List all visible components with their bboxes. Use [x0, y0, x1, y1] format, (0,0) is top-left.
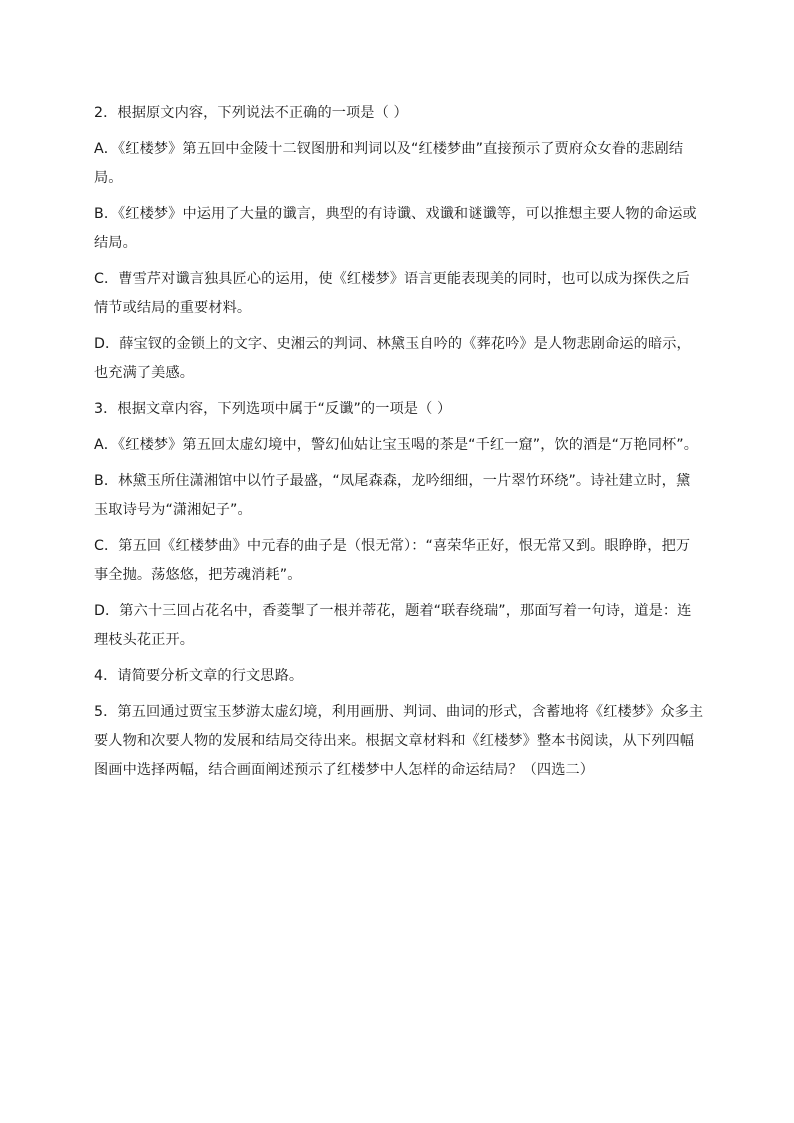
question-2-option-d: D．薛宝钗的金锁上的文字、史湘云的判词、林黛玉自吟的《葬花吟》是人物悲剧命运的暗示，也充满了美感。 — [94, 336, 691, 381]
question-3-option-a: A．《红楼梦》第五回太虚幻境中，警幻仙姑让宝玉喝的茶是“千红一窟”，饮的酒是“万艳同杯”。 — [94, 437, 699, 453]
question-2-option-a: A．《红楼梦》第五回中金陵十二钗图册和判词以及“红楼梦曲”直接预示了贾府众女眷的悲剧结局。 — [94, 141, 684, 186]
question-3-option-b: B．林黛玉所住潇湘馆中以竹子最盛，“凤尾森森，龙吟细细，一片翠竹环绕”。诗社建立时，黛玉取诗号为“潇湘妃子”。 — [94, 473, 691, 518]
question-5-stem: 5．第五回通过贾宝玉梦游太虚幻境，利用画册、判词、曲词的形式，含蓄地将《红楼梦》众多主要人物和次要人物的发展和结局交待出来。根据文章材料和《红楼梦》整本书阅读，从下列四幅图画中选择两幅，结合画面阐述预示了红楼梦中人怎样的命运结局？（四选二） — [94, 704, 704, 778]
question-3-option-d: D．第六十三回占花名中，香菱掣了一根并蒂花，题着“联春绕瑞”，那面写着一句诗，道是：连理枝头花正开。 — [94, 603, 692, 648]
question-list — [94, 99, 704, 792]
question-2-option-c: C．曹雪芹对谶言独具匠心的运用，使《红楼梦》语言更能表现美的同时，也可以成为探佚之后情节或结局的重要材料。 — [94, 271, 690, 316]
question-4-stem: 4．请简要分析文章的行文思路。 — [94, 668, 304, 684]
question-3-option-c: C．第五回《红楼梦曲》中元春的曲子是（恨无常）：“喜荣华正好，恨无常又到。眼睁睁，把万事全抛。荡悠悠，把芳魂消耗”。 — [94, 538, 691, 583]
question-2-stem: 2．根据原文内容，下列说法不正确的一项是（ ） — [94, 105, 408, 121]
question-3-stem: 3．根据文章内容，下列选项中属于“反谶”的一项是（ ） — [94, 401, 452, 417]
question-2-option-b: B．《红楼梦》中运用了大量的谶言，典型的有诗谶、戏谶和谜谶等，可以推想主要人物的命运或结局。 — [94, 206, 697, 251]
